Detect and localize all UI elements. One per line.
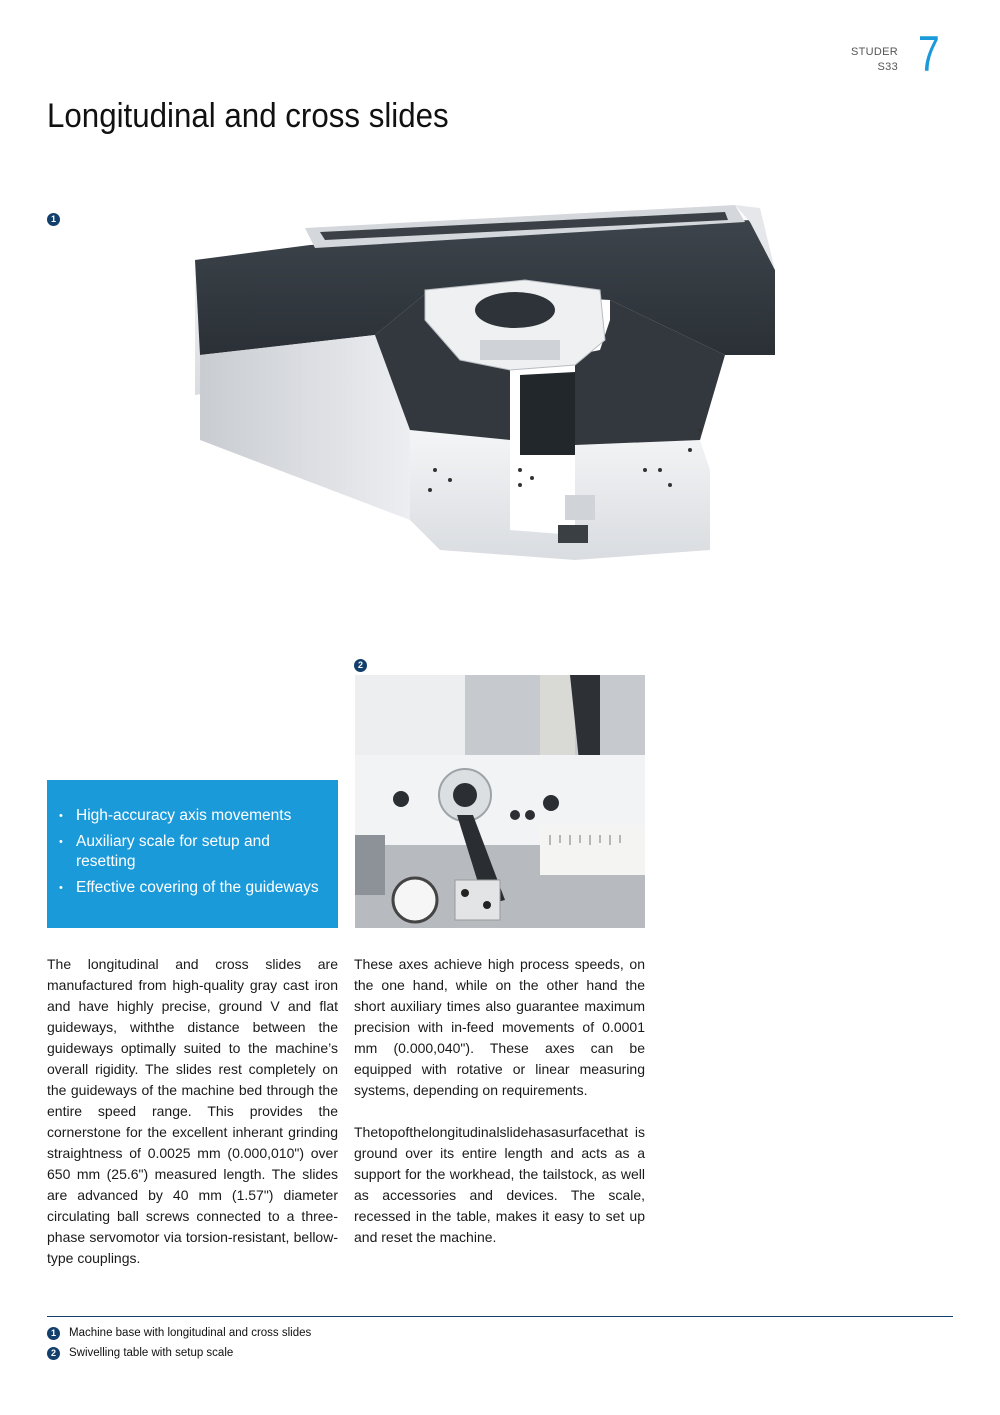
feature-list xyxy=(59,806,326,898)
feature-text: Auxiliary scale for setup and resetting xyxy=(76,833,270,870)
feature-box xyxy=(47,780,338,928)
feature-item xyxy=(59,878,326,898)
caption-marker: 2 xyxy=(47,1347,60,1360)
body-column-2 xyxy=(354,954,645,1269)
caption-1 xyxy=(47,1325,311,1341)
swivelling-table-image xyxy=(355,675,645,928)
body-column-1 xyxy=(47,954,338,1290)
machine-base-photo-icon xyxy=(180,140,850,640)
brand-name: STUDER xyxy=(850,46,898,58)
caption-marker: 1 xyxy=(47,1327,60,1340)
swivelling-table-photo-icon xyxy=(355,675,645,928)
bullet-icon: • xyxy=(59,882,63,894)
brand-label xyxy=(820,45,898,75)
caption-2 xyxy=(47,1345,233,1361)
body-paragraph: The longitudinal and cross slides are manufactured from high-quality gray cast iron and have highly precise, ground V and flat guideways, withthe distance between the guideways optimally suited to the machine’s overall rigidity. The slides rest completely on the guideways of the machine bed through the entire speed range. This provides the cornerstone for the excellent inherant grinding straightness of 0.0025 mm (0.000,010") over 650 mm (25.6") measured length. The slides are advanced by 40 mm (1.57") diameter circulating ball screws connected to a three-phase servomotor via torsion-resistant, bellow-type couplings. xyxy=(47,956,338,1266)
caption-text: Machine base with longitudinal and cross slides xyxy=(69,1327,312,1339)
page-number: 7 xyxy=(918,26,940,82)
body-paragraph: These axes achieve high process speeds, on the one hand, while on the other hand the short auxiliary times also guarantee maximum precision with in-feed movements of 0.0001 mm (0.000,040"). These axes can be equipped with rotative or linear measuring systems, depending on requirements. xyxy=(354,956,645,1098)
caption-text: Swivelling table with setup scale xyxy=(69,1347,234,1359)
feature-text: Effective covering of the guideways xyxy=(76,879,319,896)
page-title: Longitudinal and cross slides xyxy=(47,97,449,135)
machine-base-image xyxy=(180,140,850,640)
model-name: S33 xyxy=(877,61,898,73)
feature-item xyxy=(59,806,326,826)
feature-item xyxy=(59,832,326,872)
figure-2-marker: 2 xyxy=(354,659,367,672)
bullet-icon: • xyxy=(59,836,63,848)
body-paragraph: Thetopofthelongitudinalslidehasasurfacethat is ground over its entire length and acts as a support for the workhead, the tailstock, as well as accessories and devices. The scale, recessed in the table, makes it easy to set up and reset the machine. xyxy=(354,1124,645,1245)
footer-divider xyxy=(47,1316,953,1317)
bullet-icon: • xyxy=(59,810,63,822)
figure-1-marker: 1 xyxy=(47,213,60,226)
feature-text: High-accuracy axis movements xyxy=(76,807,292,824)
